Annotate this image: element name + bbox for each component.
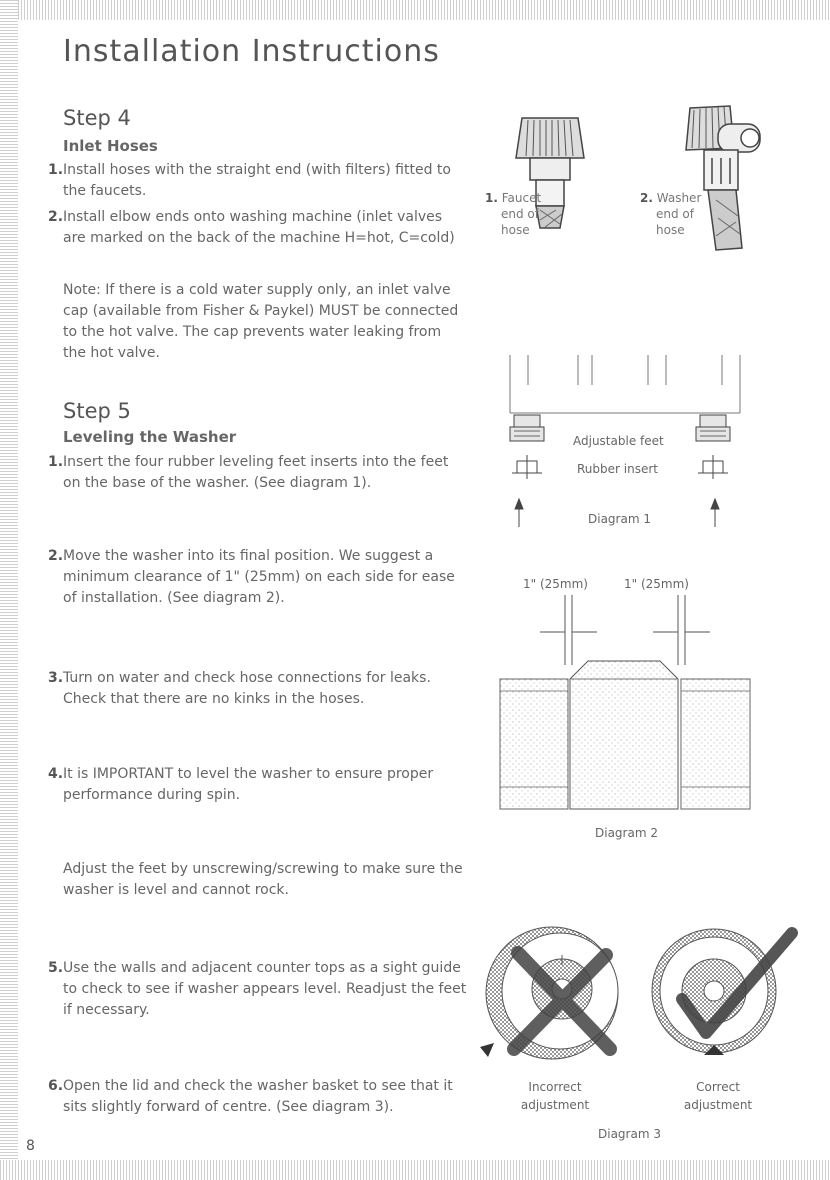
adjustable-foot-left-icon bbox=[510, 415, 544, 441]
item-text: Use the walls and adjacent counter tops as a sight guide to check to see if washer appears level. Readjust the feet if necessary. bbox=[63, 960, 467, 1018]
item-number: 6. bbox=[48, 1078, 64, 1094]
item-number: 5. bbox=[48, 960, 64, 976]
washer-end-caption bbox=[640, 190, 701, 238]
decorative-border-bottom bbox=[0, 1160, 830, 1180]
item-text: Install elbow ends onto washing machine (inlet valves are marked on the back of the machine H=hot, C=cold) bbox=[63, 209, 455, 246]
item-text: Insert the four rubber leveling feet inserts into the feet on the base of the washer. (See diagram 1). bbox=[63, 454, 449, 491]
hose-illustration bbox=[480, 88, 800, 288]
rubber-insert-left-icon bbox=[512, 455, 542, 479]
item-text: It is IMPORTANT to level the washer to ensure proper performance during spin. bbox=[63, 766, 434, 803]
correct-adjustment-label bbox=[678, 1078, 758, 1114]
step5-item-6 bbox=[48, 1076, 468, 1118]
item-text: Move the washer into its final position. We suggest a minimum clearance of 1" (25mm) on each side for ease of installation. (See diagram 2). bbox=[63, 548, 455, 606]
item-number: 2. bbox=[48, 548, 64, 564]
caption-number: 1. bbox=[485, 191, 498, 205]
diagram1-caption: Diagram 1 bbox=[588, 512, 651, 526]
caption-line: hose bbox=[656, 223, 685, 237]
right-counter bbox=[681, 679, 750, 809]
label-line: Incorrect bbox=[528, 1080, 582, 1094]
item-text: Install hoses with the straight end (with filters) fitted to the faucets. bbox=[63, 162, 451, 199]
caption-line: end of bbox=[501, 207, 539, 221]
correct-basket-icon bbox=[652, 929, 776, 1055]
step4-item-2 bbox=[48, 207, 468, 249]
item-number: 1. bbox=[48, 162, 64, 178]
label-line: Correct bbox=[696, 1080, 740, 1094]
caption-number: 2. bbox=[640, 191, 653, 205]
item-number: 2. bbox=[48, 209, 64, 225]
step5-subheading: Leveling the Washer bbox=[63, 428, 237, 446]
step4-subheading: Inlet Hoses bbox=[63, 137, 158, 155]
clearance-left-label: 1" (25mm) bbox=[523, 577, 588, 591]
diagram3-adjustment-illustration bbox=[470, 925, 800, 1065]
rubber-insert-label: Rubber insert bbox=[577, 462, 658, 476]
rubber-insert-right-icon bbox=[698, 455, 728, 479]
step5-item-3 bbox=[48, 668, 468, 710]
left-counter bbox=[500, 679, 568, 809]
page-number: 8 bbox=[26, 1138, 35, 1154]
caption-line: Washer bbox=[656, 191, 702, 205]
step5-item-5 bbox=[48, 958, 468, 1021]
adjustable-foot-right-icon bbox=[696, 415, 730, 441]
item-number: 3. bbox=[48, 670, 64, 686]
clearance-right-label: 1" (25mm) bbox=[624, 577, 689, 591]
diagram2-caption: Diagram 2 bbox=[595, 826, 658, 840]
caption-line: Faucet bbox=[501, 191, 542, 205]
diagram3-caption: Diagram 3 bbox=[598, 1127, 661, 1141]
item-text: Open the lid and check the washer basket to see that it sits slightly forward of centre. (See diagram 3). bbox=[63, 1078, 453, 1115]
washer-body bbox=[570, 661, 678, 809]
step4-item-1 bbox=[48, 160, 468, 202]
step5-heading: Step 5 bbox=[63, 399, 131, 423]
item-number: 1. bbox=[48, 454, 64, 470]
arrow-up-left-icon bbox=[515, 499, 523, 527]
step5-adjust-note: Adjust the feet by unscrewing/screwing to make sure the washer is level and cannot rock. bbox=[63, 861, 463, 898]
step5-item-4 bbox=[48, 764, 468, 806]
page-title: Installation Instructions bbox=[63, 34, 440, 69]
step4-heading: Step 4 bbox=[63, 106, 131, 130]
label-line: adjustment bbox=[683, 1098, 753, 1112]
diagram2-clearance-illustration bbox=[500, 595, 750, 815]
label-line: adjustment bbox=[520, 1098, 590, 1112]
item-text: Turn on water and check hose connections for leaks. Check that there are no kinks in the hoses. bbox=[63, 670, 431, 707]
step4-note: Note: If there is a cold water supply only, an inlet valve cap (available from Fisher & Paykel) MUST be connected to the hot valve. The cap prevents water leaking from the hot valve. bbox=[63, 282, 459, 361]
decorative-border-left bbox=[0, 0, 18, 1180]
caption-line: hose bbox=[501, 223, 530, 237]
decorative-border-top bbox=[0, 0, 830, 20]
step5-item-2 bbox=[48, 546, 468, 609]
incorrect-adjustment-label bbox=[515, 1078, 595, 1114]
item-number: 4. bbox=[48, 766, 64, 782]
adjustable-feet-label: Adjustable feet bbox=[573, 434, 664, 448]
faucet-end-caption bbox=[485, 190, 541, 238]
arrow-up-right-icon bbox=[711, 499, 719, 527]
step5-item-1 bbox=[48, 452, 468, 494]
caption-line: end of bbox=[656, 207, 694, 221]
